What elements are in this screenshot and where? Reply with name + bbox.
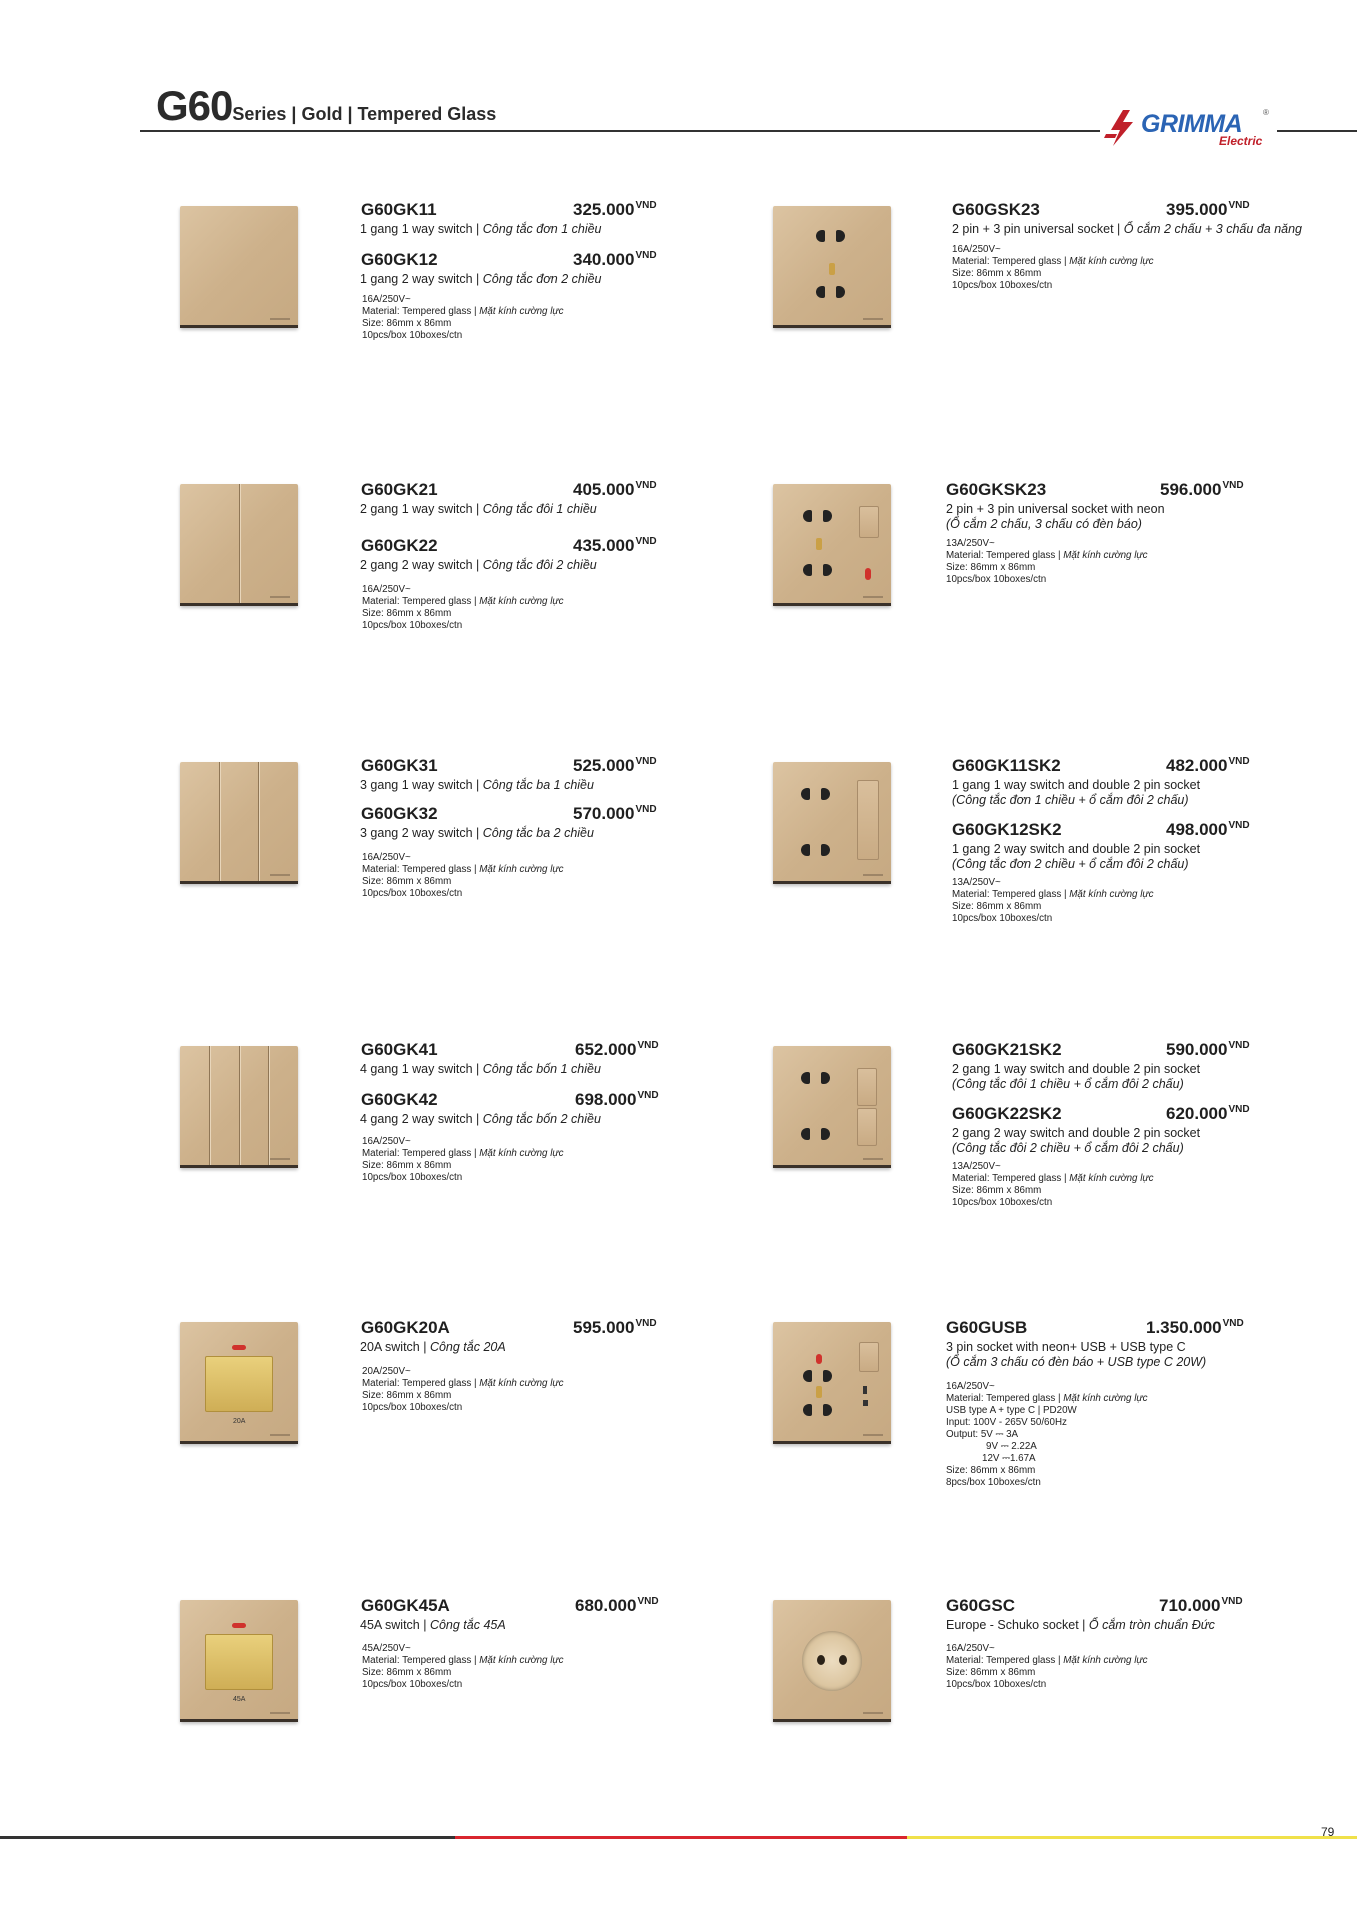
product-description-vn: (Ổ cắm 3 chấu có đèn báo + USB type C 20W) bbox=[946, 1355, 1207, 1369]
footer-bar-dark bbox=[0, 1836, 455, 1839]
product-specs: 13A/250V~ Material: Tempered glass | Mặt kính cường lực Size: 86mm x 86mm 10pcs/box 10boxes/ctn bbox=[946, 538, 1148, 585]
logo-text: GRIMMA bbox=[1141, 110, 1243, 138]
product-image-2switch-double-socket bbox=[773, 1046, 891, 1168]
product-description: Europe - Schuko socket | Ổ cắm tròn chuẩn Đức bbox=[946, 1618, 1215, 1632]
product-description: 3 pin socket with neon+ USB + USB type C bbox=[946, 1340, 1186, 1354]
product-price: $395.000^{VND}$ bbox=[1166, 200, 1250, 219]
product-price: $590.000^{VND}$ bbox=[1166, 1040, 1250, 1059]
product-code: G60GK22SK2 bbox=[952, 1104, 1062, 1123]
product-image-20a-switch bbox=[180, 1322, 298, 1444]
product-description: 2 gang 1 way switch | Công tắc đôi 1 chiều bbox=[360, 502, 597, 516]
footer-bar-yellow bbox=[907, 1836, 1357, 1839]
product-specs: 13A/250V~ Material: Tempered glass | Mặt kính cường lực Size: 86mm x 86mm 10pcs/box 10boxes/ctn bbox=[952, 877, 1154, 924]
product-description: 20A switch | Công tắc 20A bbox=[360, 1340, 506, 1354]
product-description: 3 gang 2 way switch | Công tắc ba 2 chiều bbox=[360, 826, 594, 840]
footer-bar-red bbox=[455, 1836, 907, 1839]
product-description: 1 gang 1 way switch | Công tắc đơn 1 chiều bbox=[360, 222, 602, 236]
product-image-3gang-switch bbox=[180, 762, 298, 884]
product-code: G60GK22 bbox=[361, 536, 438, 555]
product-description: 2 pin + 3 pin universal socket with neon bbox=[946, 502, 1165, 516]
product-code: G60GKSK23 bbox=[946, 480, 1047, 499]
product-price: $1.350.000^{VND}$ bbox=[1146, 1318, 1244, 1337]
product-description-vn: (Công tắc đơn 2 chiều + ổ cắm đôi 2 chấu) bbox=[952, 857, 1189, 871]
product-code: G60GSK23 bbox=[952, 200, 1040, 219]
product-price: $435.000^{VND}$ bbox=[573, 536, 657, 555]
product-code: G60GK32 bbox=[361, 804, 438, 823]
product-price: $710.000^{VND}$ bbox=[1159, 1596, 1243, 1615]
series-code: G60 bbox=[156, 82, 233, 129]
brand-logo bbox=[1103, 108, 1275, 150]
product-price: $570.000^{VND}$ bbox=[573, 804, 657, 823]
schuko-socket-face bbox=[802, 1631, 862, 1691]
product-image-1gang-switch bbox=[180, 206, 298, 328]
lightning-icon bbox=[1103, 108, 1139, 148]
product-image-universal-socket-neon bbox=[773, 484, 891, 606]
product-image-universal-socket bbox=[773, 206, 891, 328]
series-subtitle: Series | Gold | Tempered Glass bbox=[232, 104, 497, 124]
product-price: $340.000^{VND}$ bbox=[573, 250, 657, 269]
product-description: 1 gang 2 way switch | Công tắc đơn 2 chiều bbox=[360, 272, 602, 286]
product-specs: 16A/250V~ Material: Tempered glass | Mặt kính cường lực USB type A + type C | PD20W Input: 100V - 265V 50/60Hz Output: 5V ⎓ 3A 9V ⎓ 2.22A 12V ⎓1.67A Size: 86mm x 86mm 8pcs/box 10boxes/ctn bbox=[946, 1381, 1148, 1488]
product-price: $698.000^{VND}$ bbox=[575, 1090, 659, 1109]
product-description: 45A switch | Công tắc 45A bbox=[360, 1618, 506, 1632]
page-number: 79 bbox=[1321, 1825, 1335, 1839]
header-divider bbox=[140, 130, 1100, 132]
product-code: G60GK12SK2 bbox=[952, 820, 1062, 839]
product-specs: 16A/250V~ Material: Tempered glass | Mặt kính cường lực Size: 86mm x 86mm 10pcs/box 10boxes/ctn bbox=[362, 852, 564, 899]
product-specs: 13A/250V~ Material: Tempered glass | Mặt kính cường lực Size: 86mm x 86mm 10pcs/box 10boxes/ctn bbox=[952, 1161, 1154, 1208]
product-price: $595.000^{VND}$ bbox=[573, 1318, 657, 1337]
product-code: G60GK21SK2 bbox=[952, 1040, 1062, 1059]
product-specs: 16A/250V~ Material: Tempered glass | Mặt kính cường lực Size: 86mm x 86mm 10pcs/box 10boxes/ctn bbox=[362, 1136, 564, 1183]
product-image-schuko-socket bbox=[773, 1600, 891, 1722]
product-price: $525.000^{VND}$ bbox=[573, 756, 657, 775]
product-price: $498.000^{VND}$ bbox=[1166, 820, 1250, 839]
product-code: G60GK42 bbox=[361, 1090, 438, 1109]
header-divider-right bbox=[1277, 130, 1357, 132]
product-specs: 16A/250V~ Material: Tempered glass | Mặt kính cường lực Size: 86mm x 86mm 10pcs/box 10boxes/ctn bbox=[362, 294, 564, 341]
product-image-4gang-switch bbox=[180, 1046, 298, 1168]
product-description: 2 gang 2 way switch | Công tắc đôi 2 chiều bbox=[360, 558, 597, 572]
plate-label: 20A bbox=[233, 1418, 246, 1425]
product-image-2gang-switch bbox=[180, 484, 298, 606]
product-description: 4 gang 1 way switch | Công tắc bốn 1 chiều bbox=[360, 1062, 601, 1076]
product-price: $325.000^{VND}$ bbox=[573, 200, 657, 219]
product-description: 1 gang 2 way switch and double 2 pin socket bbox=[952, 842, 1201, 856]
logo-registered: ® bbox=[1263, 108, 1269, 117]
product-code: G60GUSB bbox=[946, 1318, 1028, 1337]
product-image-usb-socket bbox=[773, 1322, 891, 1444]
plate-label: 45A bbox=[233, 1696, 246, 1703]
product-description-vn: (Ổ cắm 2 chấu, 3 chấu có đèn báo) bbox=[946, 517, 1142, 531]
product-description: 2 gang 1 way switch and double 2 pin socket bbox=[952, 1062, 1201, 1076]
page-title bbox=[156, 82, 496, 130]
product-description-vn: (Công tắc đơn 1 chiều + ổ cắm đôi 2 chấu) bbox=[952, 793, 1189, 807]
product-image-switch-double-socket bbox=[773, 762, 891, 884]
product-specs: 16A/250V~ Material: Tempered glass | Mặt kính cường lực Size: 86mm x 86mm 10pcs/box 10boxes/ctn bbox=[946, 1643, 1148, 1690]
product-specs: 16A/250V~ Material: Tempered glass | Mặt kính cường lực Size: 86mm x 86mm 10pcs/box 10boxes/ctn bbox=[362, 584, 564, 631]
product-price: $405.000^{VND}$ bbox=[573, 480, 657, 499]
product-description: 2 gang 2 way switch and double 2 pin socket bbox=[952, 1126, 1201, 1140]
product-price: $652.000^{VND}$ bbox=[575, 1040, 659, 1059]
logo-subtext: Electric bbox=[1219, 134, 1263, 148]
product-description: 2 pin + 3 pin universal socket | Ổ cắm 2 chấu + 3 chấu đa năng bbox=[952, 222, 1302, 236]
product-code: G60GK41 bbox=[361, 1040, 438, 1059]
product-code: G60GK11SK2 bbox=[952, 756, 1061, 775]
product-description: 3 gang 1 way switch | Công tắc ba 1 chiều bbox=[360, 778, 594, 792]
product-price: $680.000^{VND}$ bbox=[575, 1596, 659, 1615]
product-price: $620.000^{VND}$ bbox=[1166, 1104, 1250, 1123]
product-code: G60GK11 bbox=[361, 200, 437, 219]
product-specs: 45A/250V~ Material: Tempered glass | Mặt kính cường lực Size: 86mm x 86mm 10pcs/box 10boxes/ctn bbox=[362, 1643, 564, 1690]
product-code: G60GK20A bbox=[361, 1318, 450, 1337]
product-code: G60GK21 bbox=[361, 480, 438, 499]
product-description: 1 gang 1 way switch and double 2 pin socket bbox=[952, 778, 1201, 792]
product-image-45a-switch bbox=[180, 1600, 298, 1722]
plate-brand-mark bbox=[270, 318, 290, 320]
product-description-vn: (Công tắc đôi 2 chiều + ổ cắm đôi 2 chấu) bbox=[952, 1141, 1184, 1155]
product-description: 4 gang 2 way switch | Công tắc bốn 2 chiều bbox=[360, 1112, 601, 1126]
product-specs: 20A/250V~ Material: Tempered glass | Mặt kính cường lực Size: 86mm x 86mm 10pcs/box 10boxes/ctn bbox=[362, 1366, 564, 1413]
product-description-vn: (Công tắc đôi 1 chiều + ổ cắm đôi 2 chấu) bbox=[952, 1077, 1184, 1091]
product-price: $596.000^{VND}$ bbox=[1160, 480, 1244, 499]
product-code: G60GSC bbox=[946, 1596, 1015, 1615]
product-price: $482.000^{VND}$ bbox=[1166, 756, 1250, 775]
product-code: G60GK31 bbox=[361, 756, 438, 775]
product-code: G60GK45A bbox=[361, 1596, 450, 1615]
product-specs: 16A/250V~ Material: Tempered glass | Mặt kính cường lực Size: 86mm x 86mm 10pcs/box 10boxes/ctn bbox=[952, 244, 1154, 291]
product-code: G60GK12 bbox=[361, 250, 438, 269]
